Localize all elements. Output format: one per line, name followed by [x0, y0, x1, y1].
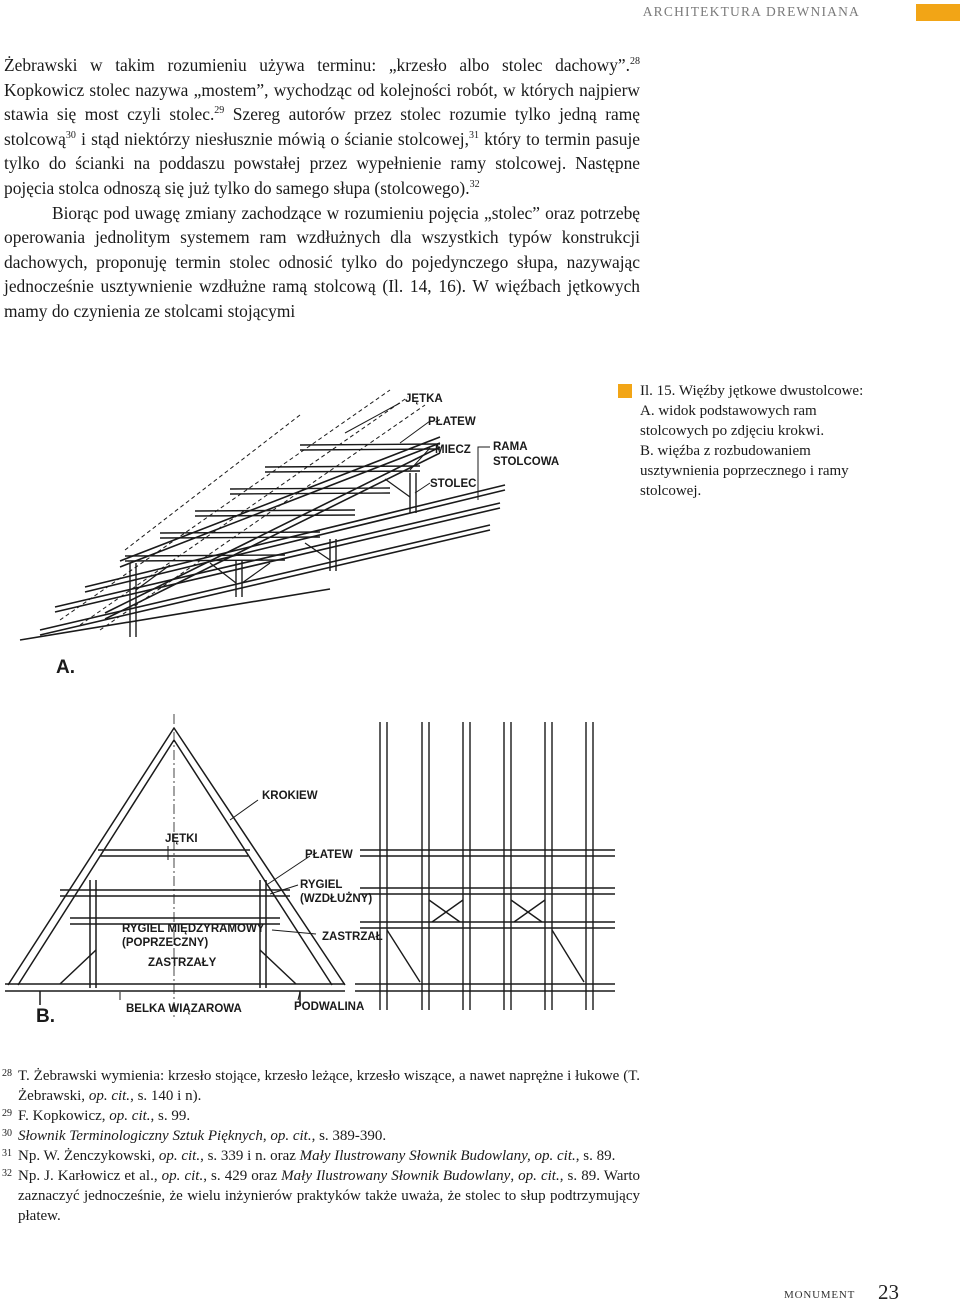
- footnote-ref-31[interactable]: 31: [468, 129, 479, 141]
- footnote-text: , s. 389-390.: [311, 1128, 387, 1144]
- footnote-text: ,: [262, 1128, 271, 1144]
- caption-line: usztywnienia poprzecznego i ramy: [640, 463, 849, 479]
- footnote-30: [4, 1126, 640, 1146]
- label-zastrzaly: ZASTRZAŁY: [148, 957, 217, 969]
- footnote-text: T. Żebrawski wymienia: krzesło stojące, krzesło leżące, krzesło wiszące, a nawet naprężne i łukowe (T. Żebrawski,: [18, 1068, 640, 1104]
- footnote-29: [4, 1106, 640, 1126]
- footnotes: [4, 1066, 640, 1226]
- footnote-italic: op. cit.: [158, 1148, 201, 1164]
- footnote-italic: op. cit.: [518, 1168, 560, 1184]
- caption-marker: [618, 384, 632, 398]
- label-stolec: STOLEC: [430, 478, 477, 490]
- header-accent-block: [916, 4, 960, 21]
- footnote-text: ,: [510, 1168, 519, 1184]
- label-rygiel-miedzyramowy: RYGIEL MIĘDZYRAMOWY: [122, 923, 265, 935]
- footnote-text: Np. W. Żenczykowski,: [18, 1148, 159, 1164]
- label-miecz: MIECZ: [435, 444, 471, 456]
- footnote-ref-30[interactable]: 30: [65, 129, 76, 141]
- label-krokiew: KROKIEW: [262, 790, 318, 802]
- label-zastrzal: ZASTRZAŁ: [322, 931, 383, 943]
- label-rama: RAMA: [493, 441, 528, 453]
- label-stolcowa: STOLCOWA: [493, 456, 560, 468]
- figure-caption: [618, 381, 898, 501]
- footnote-number: 31: [2, 1148, 12, 1159]
- figure-a-letter: A.: [56, 657, 75, 678]
- text-run: Kopkowicz stolec nazywa „mostem”, wychodząc od kolejności robót, w których najpierw stawia się most czyli stolec.: [4, 79, 640, 125]
- footnote-text: , s. 140 i n).: [130, 1088, 202, 1104]
- page-number: 23: [878, 1280, 899, 1304]
- label-rygiel: RYGIEL: [300, 879, 343, 891]
- footnote-italic: Słownik Terminologiczny Sztuk Pięknych: [18, 1128, 263, 1144]
- footnote-number: 32: [2, 1168, 12, 1179]
- text-run: który to termin pasuje tylko do ścianki na poddaszu powstałej przez wypełnienie ramy stolcowej. Następne pojęcia stolca odnoszą się już tylko do samego słupa (stolcowego).: [4, 128, 640, 198]
- figure-a-perspective-drawing: [0, 375, 620, 680]
- footnote-text: , s. 89. Warto zaznaczyć jednocześnie, że wielu inżynierów praktyków także uważa, że stolec to słup podtrzymujący płatew.: [18, 1168, 641, 1224]
- running-title: ARCHITEKTURA DREWNIANA: [642, 4, 860, 19]
- text-run: i stąd niektórzy niesłusznie mówią o ścianie stolcowej,: [75, 128, 469, 149]
- footnote-ref-29[interactable]: 29: [214, 105, 225, 117]
- paragraph-1: [4, 53, 640, 201]
- footnote-text: , s. 339 i n. oraz: [200, 1148, 300, 1164]
- figure-b-cross-section-drawing: [0, 700, 620, 1035]
- journal-name: MONUMENT: [784, 1289, 856, 1301]
- caption-line: stolcowych po zdjęciu krokwi.: [640, 423, 825, 439]
- caption-line: B. więźba z rozbudowaniem: [640, 443, 811, 459]
- label-jetka: JĘTKA: [405, 393, 443, 405]
- footnote-italic: op. cit.: [88, 1088, 131, 1104]
- footnote-text: Np. J. Karłowicz et al.,: [18, 1168, 162, 1184]
- footnote-number: 30: [2, 1128, 12, 1139]
- label-platew: PŁATEW: [428, 416, 476, 428]
- label-podwalina: PODWALINA: [294, 1001, 365, 1013]
- footnote-italic: Mały Ilustrowany Słownik Budowlany, op. cit.: [299, 1148, 576, 1164]
- paragraph-2: Biorąc pod uwagę zmiany zachodzące w rozumieniu pojęcia „stolec” oraz potrzebę operowania jednolitym systemem ram wzdłużnych dla wszystkich typów konstrukcji dachowych, proponuję termin stolec odnosić tylko do pojedynczego słupa, nazywając jednocześnie usztywnienie wzdłużne ramą stolcową (Il. 14, 16). W więźbach jętkowych mamy do czynienia ze stolcami stojącymi: [4, 202, 640, 321]
- main-text: [4, 53, 640, 324]
- footnote-italic: op. cit.: [109, 1108, 151, 1124]
- caption-line: Il. 15. Więźby jętkowe dwustolcowe:: [640, 383, 864, 399]
- footnote-italic: op. cit.: [161, 1168, 204, 1184]
- footnote-number: 28: [2, 1068, 12, 1079]
- footnote-28: [4, 1066, 640, 1106]
- footnote-italic: Mały Ilustrowany Słownik Budowlany: [281, 1168, 511, 1184]
- footnote-31: [4, 1146, 640, 1166]
- caption-line: A. widok podstawowych ram: [640, 403, 817, 419]
- text-run: Żebrawski w takim rozumieniu używa terminu: „krzesło albo stolec dachowy”.: [4, 55, 630, 75]
- footnote-italic: op. cit.: [270, 1128, 312, 1144]
- footnote-text: , s. 89.: [575, 1148, 616, 1164]
- label-belka-wiazarowa: BELKA WIĄZAROWA: [126, 1003, 242, 1015]
- label-platew: PŁATEW: [305, 849, 353, 861]
- text-run: Szereg autorów przez stolec rozumie tylko jedną ramę stolcową: [4, 104, 640, 149]
- footnote-text: , s. 99.: [150, 1108, 191, 1124]
- figure-b-letter: B.: [36, 1006, 55, 1027]
- footnote-number: 29: [2, 1108, 12, 1119]
- footnote-32: [4, 1166, 640, 1226]
- label-wzdluzny: (WZDŁUŻNY): [300, 893, 373, 905]
- footnote-text: , s. 429 oraz: [203, 1168, 282, 1184]
- footnote-text: F. Kopkowicz,: [18, 1108, 110, 1124]
- label-jetki: JĘTKI: [165, 833, 198, 845]
- footnote-ref-32[interactable]: 32: [469, 179, 480, 191]
- label-poprzeczny: (POPRZECZNY): [122, 937, 209, 949]
- caption-line: stolcowej.: [640, 483, 702, 499]
- footnote-ref-28[interactable]: 28: [630, 56, 640, 68]
